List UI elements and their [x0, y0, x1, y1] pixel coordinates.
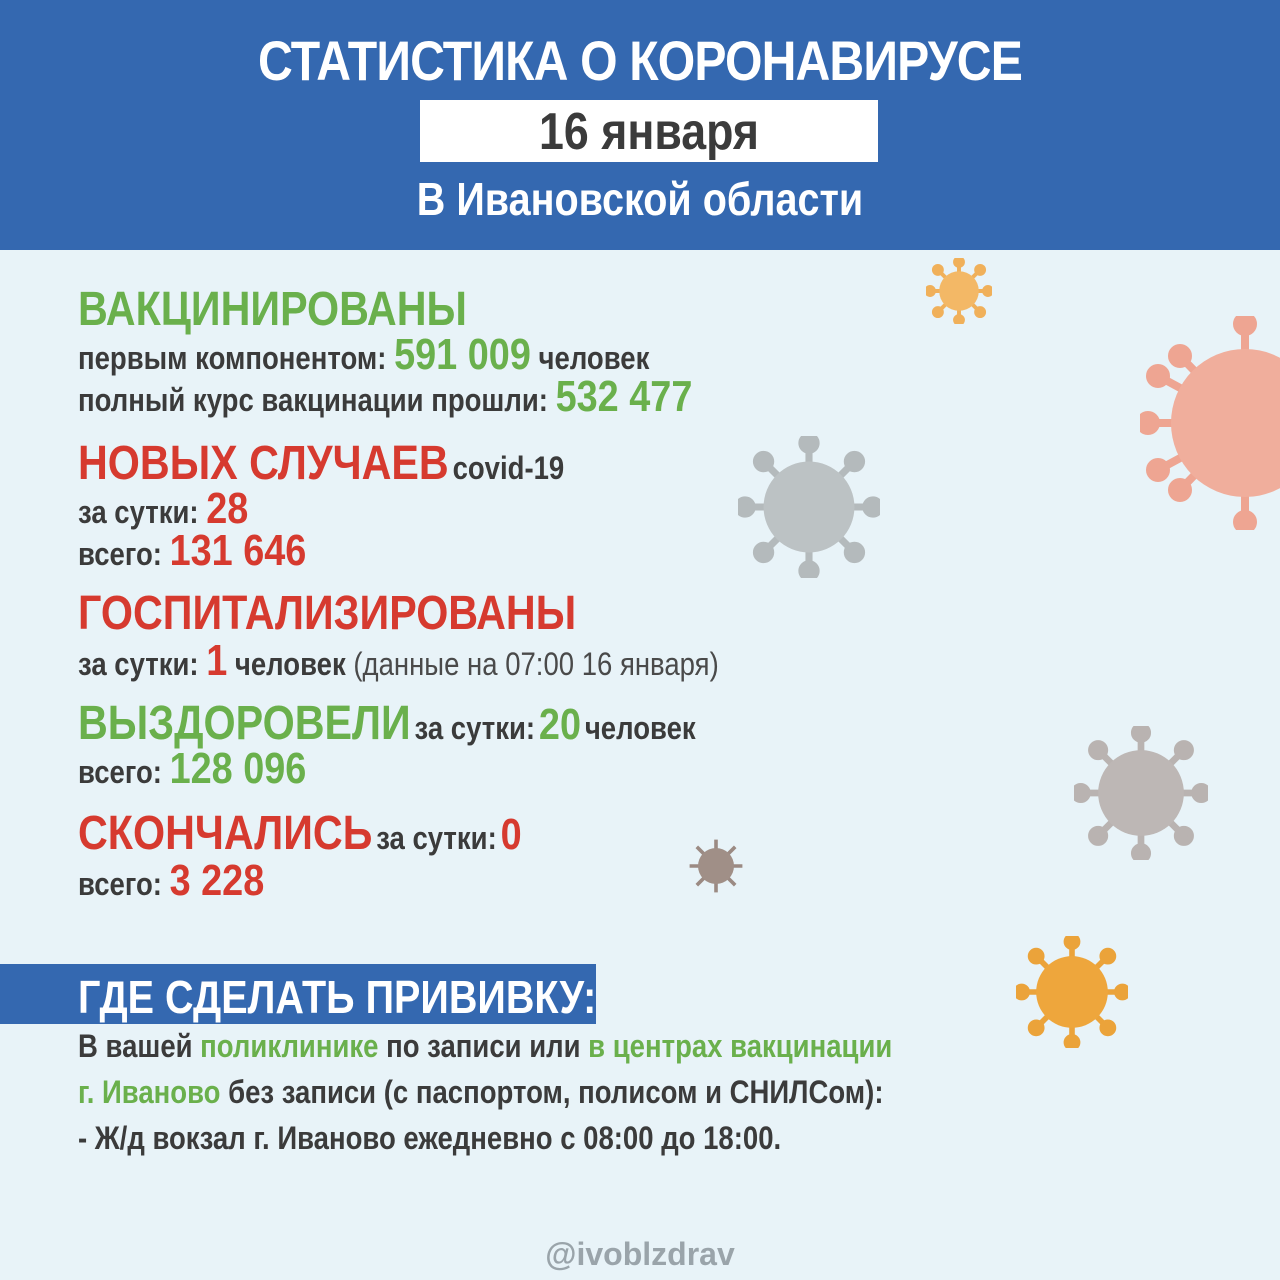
deaths-total-label: всего: — [78, 866, 162, 902]
recovered-total-label: всего: — [78, 754, 162, 790]
virus-brown-small-icon — [686, 836, 746, 896]
virus-grey-icon — [738, 436, 880, 578]
recovered-day-value: 20 — [538, 700, 581, 749]
hospitalized-heading-line — [78, 586, 576, 641]
header-banner — [0, 0, 1280, 250]
where-line-1-c: по записи или — [378, 1028, 589, 1064]
new-cases-heading: НОВЫХ СЛУЧАЕВ — [78, 437, 449, 490]
page-title: СТАТИСТИКА О КОРОНАВИРУСЕ — [257, 29, 1023, 92]
recovered-total-line — [78, 744, 306, 794]
where-line-2-b: без записи (с паспортом, полисом и СНИЛСом): — [220, 1074, 884, 1110]
vaccinated-first-unit: человек — [538, 340, 650, 376]
new-cases-total-value: 131 646 — [169, 526, 307, 575]
deaths-day-value: 0 — [500, 810, 522, 859]
deaths-total-value: 3 228 — [169, 856, 265, 905]
hospitalized-day-value: 1 — [206, 636, 228, 685]
new-cases-heading-line — [78, 436, 564, 491]
recovered-day-label: за сутки: — [414, 710, 536, 746]
vaccinated-full-line — [78, 372, 692, 422]
vaccinated-full-label: полный курс вакцинации прошли: — [78, 382, 548, 418]
where-heading: ГДЕ СДЕЛАТЬ ПРИВИВКУ: — [78, 971, 597, 1023]
recovered-day-unit: человек — [584, 710, 696, 746]
new-cases-day-value: 28 — [206, 484, 249, 533]
hospitalized-day-unit: человек — [234, 646, 346, 682]
new-cases-total-label: всего: — [78, 536, 162, 572]
where-line-3: - Ж/д вокзал г. Иваново ежедневно с 08:00 до 18:00. — [78, 1120, 782, 1156]
recovered-total-value: 128 096 — [169, 744, 307, 793]
where-centers: в центрах вакцинации — [588, 1028, 893, 1064]
hospitalized-note: (данные на 07:00 16 января) — [353, 646, 719, 682]
deaths-day-label: за сутки: — [376, 820, 497, 856]
virus-orange-small-icon — [926, 258, 992, 324]
where-polyclinic: поликлинике — [200, 1028, 379, 1064]
hospitalized-heading: ГОСПИТАЛИЗИРОВАНЫ — [78, 587, 577, 640]
deaths-heading-line — [78, 806, 522, 861]
vaccinated-first-value: 591 009 — [394, 330, 531, 379]
hospitalized-day-line — [78, 636, 719, 686]
hospitalized-day-label: за сутки: — [78, 646, 199, 682]
recovered-heading: ВЫЗДОРОВЕЛИ — [78, 697, 411, 750]
deaths-heading: СКОНЧАЛИСЬ — [78, 807, 373, 860]
where-line-1-a: В вашей — [78, 1028, 201, 1064]
vaccinated-heading: ВАКЦИНИРОВАНЫ — [78, 283, 467, 336]
date-label: 16 января — [539, 103, 759, 161]
new-cases-day-label: за сутки: — [78, 494, 199, 530]
virus-orange-icon — [1016, 936, 1128, 1048]
where-line-2 — [78, 1074, 883, 1111]
where-city: г. Иваново — [78, 1074, 221, 1110]
recovered-heading-line — [78, 696, 696, 751]
vaccinated-section — [78, 282, 467, 337]
vaccinated-first-label: первым компонентом: — [78, 340, 387, 376]
footer-handle: @ivoblzdrav — [545, 1236, 735, 1272]
new-cases-total-line — [78, 526, 306, 576]
virus-pink-large-icon — [1140, 316, 1280, 530]
deaths-total-line — [78, 856, 264, 906]
date-box — [420, 100, 878, 162]
where-line-1 — [78, 1028, 892, 1065]
virus-grey-right-icon — [1074, 726, 1208, 860]
new-cases-suffix: covid-19 — [452, 450, 565, 486]
region-label: В Ивановской области — [416, 173, 864, 225]
vaccinated-full-value: 532 477 — [555, 372, 693, 421]
